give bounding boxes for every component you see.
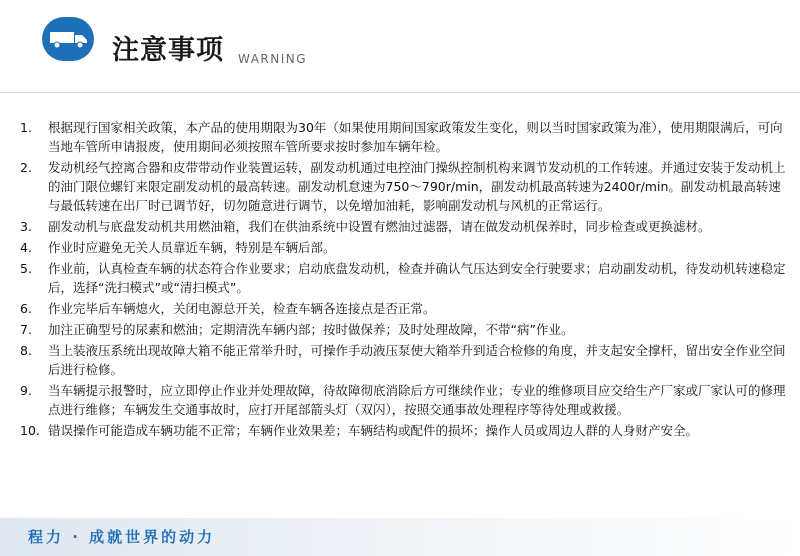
item-number: 3. bbox=[20, 219, 32, 234]
list-item bbox=[20, 299, 790, 318]
item-text: 作业前，认真检查车辆的状态符合作业要求；启动底盘发动机，检查并确认气压达到安全行驶要求；启动副发动机，待发动机转速稳定后，选择“洗扫模式”或“清扫模式”。 bbox=[48, 261, 786, 295]
list-item bbox=[20, 158, 790, 215]
header bbox=[0, 0, 800, 90]
list-item bbox=[20, 238, 790, 257]
item-number: 4. bbox=[20, 240, 32, 255]
item-text: 作业时应避免无关人员靠近车辆，特别是车辆后部。 bbox=[48, 240, 336, 255]
item-text: 错误操作可能造成车辆功能不正常；车辆作业效果差；车辆结构或配件的损坏；操作人员或周边人群的人身财产安全。 bbox=[48, 423, 699, 438]
item-number: 9. bbox=[20, 383, 32, 398]
item-text: 副发动机与底盘发动机共用燃油箱，我们在供油系统中设置有燃油过滤器，请在做发动机保养时，同步检查或更换滤材。 bbox=[48, 219, 711, 234]
item-text: 根据现行国家相关政策，本产品的使用期限为30年（如果使用期间国家政策发生变化，则以当时国家政策为准），使用期限满后，可向当地车管所申请报废，使用期间必须按照车管所要求按时参加车辆年检。 bbox=[48, 120, 783, 154]
list-item bbox=[20, 320, 790, 339]
footer-slogan: 程力 · 成就世界的动力 bbox=[28, 528, 216, 546]
item-text: 加注正确型号的尿素和燃油；定期清洗车辆内部；按时做保养；及时处理故障，不带“病”作业。 bbox=[48, 322, 574, 337]
item-number: 7. bbox=[20, 322, 32, 337]
list-item bbox=[20, 381, 790, 419]
truck-badge bbox=[42, 17, 94, 61]
item-text: 当上装液压系统出现故障大箱不能正常举升时，可操作手动液压泵使大箱举升到适合检修的角度，并支起安全撑杆，留出安全作业空间后进行检修。 bbox=[48, 343, 786, 377]
list-item bbox=[20, 341, 790, 379]
page-subtitle: WARNING bbox=[238, 52, 308, 66]
header-divider bbox=[0, 92, 800, 93]
list-item bbox=[20, 118, 790, 156]
truck-icon bbox=[49, 29, 89, 49]
list-item bbox=[20, 217, 790, 236]
item-text: 作业完毕后车辆熄火，关闭电源总开关，检查车辆各连接点是否正常。 bbox=[48, 301, 436, 316]
item-number: 8. bbox=[20, 343, 32, 358]
item-number: 1. bbox=[20, 120, 32, 135]
footer-band bbox=[0, 518, 800, 556]
item-text: 发动机经气控离合器和皮带带动作业装置运转，副发动机通过电控油门操纵控制机构来调节发动机的工作转速。并通过安装于发动机上的油门限位螺钉来限定副发动机的最高转速。副发动机怠速为750～790r/min，副发动机最高转速为2400r/min。副发动机最高转速与最低转速在出厂时已调节好，切勿随意进行调节，以免增加油耗，影响副发动机与风机的正常运行。 bbox=[48, 160, 786, 213]
list-item bbox=[20, 259, 790, 297]
item-number: 10. bbox=[20, 423, 40, 438]
item-number: 5. bbox=[20, 261, 32, 276]
list-item bbox=[20, 421, 790, 440]
item-text: 当车辆提示报警时，应立即停止作业并处理故障，待故障彻底消除后方可继续作业；专业的维修项目应交给生产厂家或厂家认可的修理点进行维修；车辆发生交通事故时，应打开尾部箭头灯（双闪），按照交通事故处理程序等待处理或救援。 bbox=[48, 383, 786, 417]
item-number: 2. bbox=[20, 160, 32, 175]
item-number: 6. bbox=[20, 301, 32, 316]
notes-list bbox=[20, 118, 790, 442]
page-title: 注意事项 bbox=[112, 35, 224, 66]
